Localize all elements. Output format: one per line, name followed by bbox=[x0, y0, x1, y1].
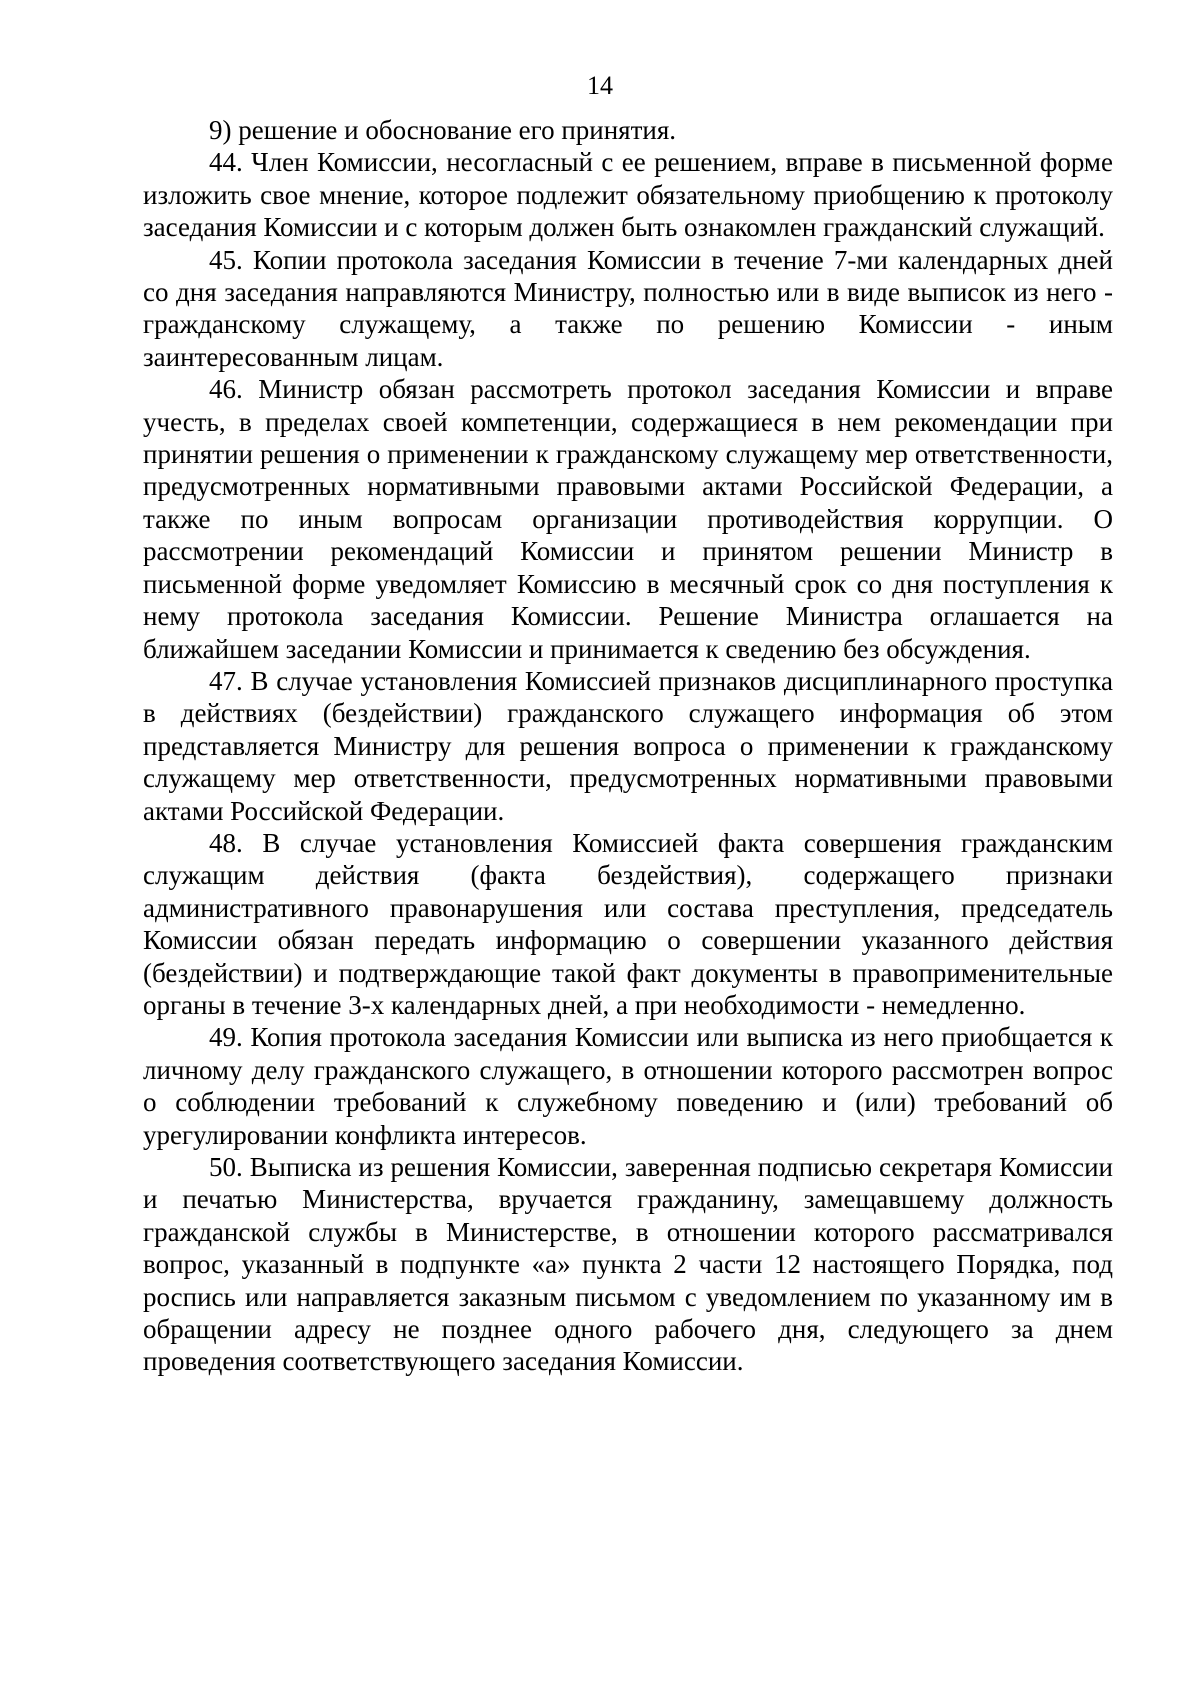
document-body bbox=[143, 114, 1113, 1378]
paragraph-45: 45. Копии протокола заседания Комиссии в течение 7-ми календарных дней со дня заседания направляются Министру, полностью или в виде выписок из него - гражданскому служащему, а также по решению Комиссии - иным заинтересованным лицам. bbox=[143, 244, 1113, 372]
paragraph-50: 50. Выписка из решения Комиссии, заверенная подписью секретаря Комиссии и печатью Министерства, вручается гражданину, замещавшему должность гражданской службы в Министерстве, в отношении которого рассматривался вопрос, указанный в подпункте «а» пункта 2 части 12 настоящего Порядка, под роспись или направляется заказным письмом с уведомлением по указанному им в обращении адресу не позднее одного рабочего дня, следующего за днем проведения соответствующего заседания Комиссии. bbox=[143, 1152, 1113, 1377]
page-number: 14 bbox=[587, 71, 613, 100]
paragraph-48: 48. В случае установления Комиссией факта совершения гражданским служащим действия (факта бездействия), содержащего признаки административного правонарушения или состава преступления, председатель Комиссии обязан передать информацию о совершении указанного действия (бездействии) и подтверждающие такой факт документы в правоприменительные органы в течение 3-х календарных дней, а при необходимости - немедленно. bbox=[143, 827, 1113, 1020]
paragraph-46: 46. Министр обязан рассмотреть протокол заседания Комиссии и вправе учесть, в пределах своей компетенции, содержащиеся в нем рекомендации при принятии решения о применении к гражданскому служащему мер ответственности, предусмотренных нормативными правовыми актами Российской Федерации, а также по иным вопросам организации противодействия коррупции. О рассмотрении рекомендаций Комиссии и принятом решении Министр в письменной форме уведомляет Комиссию в месячный срок со дня поступления к нему протокола заседания Комиссии. Решение Министра оглашается на ближайшем заседании Комиссии и принимается к сведению без обсуждения. bbox=[143, 374, 1113, 664]
paragraph-47: 47. В случае установления Комиссией признаков дисциплинарного проступка в действиях (бездействии) гражданского служащего информация об этом представляется Министру для решения вопроса о применении к гражданскому служащему мер ответственности, предусмотренных нормативными правовыми актами Российской Федерации. bbox=[143, 665, 1113, 826]
paragraph-item-9: 9) решение и обоснование его принятия. bbox=[209, 115, 677, 145]
paragraph-49: 49. Копия протокола заседания Комиссии или выписка из него приобщается к личному делу гражданского служащего, в отношении которого рассмотрен вопрос о соблюдении требований к служебному поведению и (или) требований об урегулировании конфликта интересов. bbox=[143, 1022, 1113, 1150]
paragraph-44: 44. Член Комиссии, несогласный с ее решением, вправе в письменной форме изложить свое мнение, которое подлежит обязательному приобщению к протоколу заседания Комиссии и с которым должен быть ознакомлен гражданский служащий. bbox=[143, 147, 1113, 243]
